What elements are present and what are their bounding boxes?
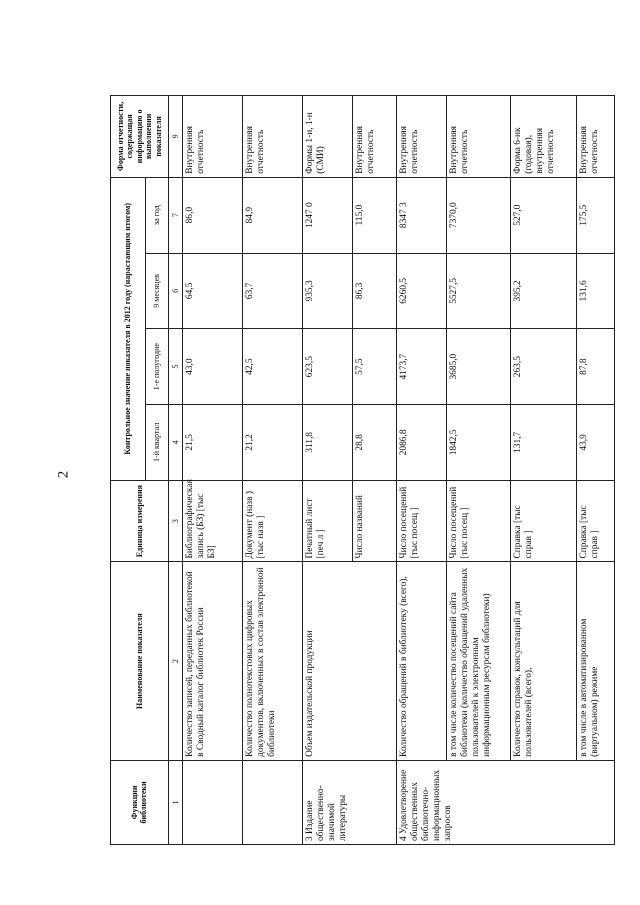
cell-h1: 42,5 [242, 329, 302, 405]
cell-m9: 131,6 [577, 253, 615, 329]
table-row [302, 96, 353, 845]
cell-unit: Справка [тыс справ ] [577, 480, 615, 562]
cell-m9: 6260,5 [397, 253, 447, 329]
cell-year: 86,0 [183, 177, 243, 253]
cell-m9: 5527,5 [447, 253, 511, 329]
cell-h1: 3685,0 [447, 329, 511, 405]
cell-form: Формы 1-и, 1-н (СМИ) [302, 96, 353, 178]
indicators-table [110, 95, 615, 845]
cell-m9: 64,5 [183, 253, 243, 329]
cell-unit: Печатный лист [печ л ] [302, 480, 353, 562]
table-row [183, 96, 243, 845]
cell-m9: 63,7 [242, 253, 302, 329]
header-row [111, 96, 146, 845]
header-period: за год [145, 177, 168, 253]
cell-form: Внутренняя отчетность [353, 96, 397, 178]
cell-h1: 623,5 [302, 329, 353, 405]
table-row [577, 96, 615, 845]
header-period: 1-й квартал [145, 405, 168, 481]
cell-q1: 1842,5 [447, 405, 511, 481]
column-number: 4 [168, 405, 182, 481]
header-indicator: Наименование показателя [111, 562, 169, 760]
cell-year: 7370,0 [447, 177, 511, 253]
cell-form: Внутренняя отчетность [242, 96, 302, 178]
cell-q1: 311,8 [302, 405, 353, 481]
cell-unit: Число посещений [тыс посещ ] [397, 480, 447, 562]
column-number: 5 [168, 329, 182, 405]
cell-q1: 43,9 [577, 405, 615, 481]
cell-year: 175,5 [577, 177, 615, 253]
cell-form: Внутренняя отчетность [577, 96, 615, 178]
cell-form: Форма 6-нк (годовая), внутренняя отчетность [511, 96, 577, 178]
cell-function: 3 Издание общественно-значимой литературы [302, 760, 397, 844]
column-number: 9 [168, 96, 182, 178]
cell-function [242, 760, 302, 844]
cell-m9: 86,3 [353, 253, 397, 329]
cell-unit: Справка [тыс справ ] [511, 480, 577, 562]
cell-year: 84,9 [242, 177, 302, 253]
cell-indicator: Количество записей, переданных библиотекой в Сводный каталог библиотек России [183, 562, 243, 760]
cell-unit: Документ (назв ) [тыс назв ] [242, 480, 302, 562]
table-row [447, 96, 511, 845]
cell-h1: 43,0 [183, 329, 243, 405]
cell-function: 4 Удовлетворение общественных библиотечно-информационных запросов [397, 760, 615, 844]
cell-form: Внутренняя отчетность [183, 96, 243, 178]
column-number: 7 [168, 177, 182, 253]
cell-year: 115,0 [353, 177, 397, 253]
cell-function [183, 760, 243, 844]
cell-indicator: в том числе в автоматизированном (виртуальном) режиме [577, 562, 615, 760]
cell-year: 527,0 [511, 177, 577, 253]
cell-year: 8347 3 [397, 177, 447, 253]
cell-m9: 935,3 [302, 253, 353, 329]
cell-q1: 2086,8 [397, 405, 447, 481]
cell-h1: 87,8 [577, 329, 615, 405]
column-number: 2 [168, 562, 182, 760]
cell-q1: 131,7 [511, 405, 577, 481]
cell-q1: 21,5 [183, 405, 243, 481]
cell-h1: 263,5 [511, 329, 577, 405]
column-number-row [168, 96, 182, 845]
cell-unit: Библиографическая запись (БЗ) [тыс БЗ] [183, 480, 243, 562]
cell-h1: 4173,7 [397, 329, 447, 405]
header-form: Форма отчетности, содержащая информацию о выполнении показателя [111, 96, 169, 178]
cell-unit: Число посещений [тыс посещ ] [447, 480, 511, 562]
cell-m9: 395,2 [511, 253, 577, 329]
cell-form: Внутренняя отчетность [397, 96, 447, 178]
cell-q1: 21,2 [242, 405, 302, 481]
column-number: 6 [168, 253, 182, 329]
header-function: Функции библиотеки [111, 760, 169, 844]
cell-indicator: в том числе количество посещений сайта библиотеки (количество обращений удаленных пользователей к электронным информационным ресурсам библиотеки) [447, 562, 511, 760]
cell-q1: 28,8 [353, 405, 397, 481]
header-period: 9 месяцев [145, 253, 168, 329]
table-row [397, 96, 447, 845]
cell-indicator: Количество полнотекстовых цифровых документов, включенных в состав электронной библиотеки [242, 562, 302, 760]
rotated-table-wrapper [110, 95, 615, 845]
cell-indicator: Объем издательской продукции [302, 562, 397, 760]
cell-indicator: Количество справок, консультаций для пользователей (всего), [511, 562, 577, 760]
column-number: 3 [168, 480, 182, 562]
cell-year: 1247 0 [302, 177, 353, 253]
page-number: 2 [55, 470, 72, 479]
header-period: 1-е полугодие [145, 329, 168, 405]
cell-unit: Число названий [353, 480, 397, 562]
column-number: 1 [168, 760, 182, 844]
header-control: Контрольное значение показателя в 2012 году (нарастающим итогом) [111, 177, 146, 480]
cell-h1: 57,5 [353, 329, 397, 405]
header-unit: Единица измерения [111, 480, 169, 562]
cell-form: Внутренняя отчетность [447, 96, 511, 178]
cell-indicator: Количество обращений в библиотеку (всего), [397, 562, 447, 760]
table-row [242, 96, 302, 845]
table-row [511, 96, 577, 845]
